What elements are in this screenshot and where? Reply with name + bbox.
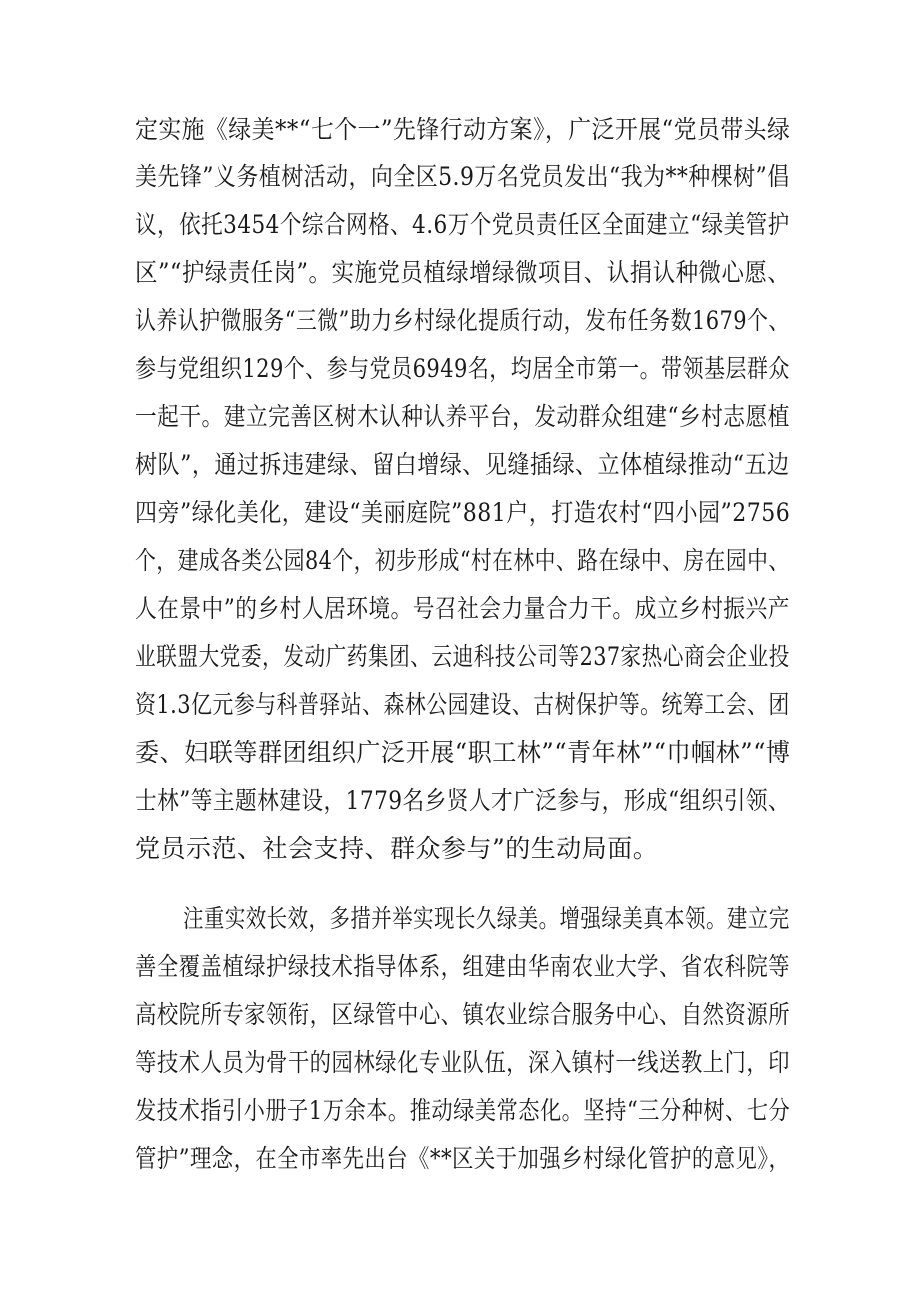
text-line: 发技术指引小册子1万余本。推动绿美常态化。坚持“三分种树、七分 — [135, 1096, 791, 1125]
text-line: 管护”理念，在全市率先出台《**区关于加强乡村绿化管护的意见》， — [135, 1144, 791, 1173]
text-line: 树队”，通过拆违建绿、留白增绿、见缝插绿、立体植绿推动“五边 — [135, 450, 790, 479]
text-line: 注重实效长效，多措并举实现长久绿美。增强绿美真本领。建立完 — [183, 904, 790, 933]
text-line: 定实施《绿美**“七个一”先锋行动方案》，广泛开展“党员带头绿 — [135, 115, 791, 144]
text-line: 区”“护绿责任岗”。实施党员植绿增绿微项目、认捐认种微心愿、 — [135, 258, 791, 287]
text-line: 一起干。建立完善区树木认种认养平台，发动群众组建“乡村志愿植 — [135, 402, 790, 431]
text-line: 业联盟大党委，发动广药集团、云迪科技公司等237家热心商会企业投 — [135, 642, 790, 671]
text-line: 认养认护微服务“三微”助力乡村绿化提质行动，发布任务数1679个、 — [135, 306, 790, 335]
text-line: 善全覆盖植绿护绿技术指导体系，组建由华南农业大学、省农科院等 — [135, 952, 791, 981]
text-line: 资1.3亿元参与科普驿站、森林公园建设、古树保护等。统筹工会、团 — [135, 690, 790, 719]
text-line: 等技术人员为骨干的园林绿化专业队伍，深入镇村一线送教上门，印 — [135, 1048, 791, 1077]
text-line: 士林”等主题林建设，1779名乡贤人才广泛参与，形成“组织引领、 — [135, 786, 791, 815]
text-line: 党员示范、社会支持、群众参与”的生动局面。 — [135, 834, 659, 863]
text-line: 高校院所专家领衔，区绿管中心、镇农业综合服务中心、自然资源所 — [135, 1000, 791, 1029]
text-line: 四旁”绿化美化，建设“美丽庭院”881户，打造农村“四小园”2756 — [135, 498, 791, 527]
text-line: 个，建成各类公园84个，初步形成“村在林中、路在绿中、房在园中、 — [135, 546, 790, 575]
text-line: 委、妇联等群团组织广泛开展“职工林”“青年林”“巾帼林”“博 — [135, 738, 791, 767]
text-line: 议，依托3454个综合网格、4.6万个党员责任区全面建立“绿美管护 — [135, 210, 790, 239]
text-line: 人在景中”的乡村人居环境。号召社会力量合力干。成立乡村振兴产 — [135, 594, 790, 623]
text-line: 美先锋”义务植树活动，向全区5.9万名党员发出“我为**种棵树”倡 — [135, 162, 790, 191]
text-line: 参与党组织129个、参与党员6949名，均居全市第一。带领基层群众 — [135, 354, 790, 383]
